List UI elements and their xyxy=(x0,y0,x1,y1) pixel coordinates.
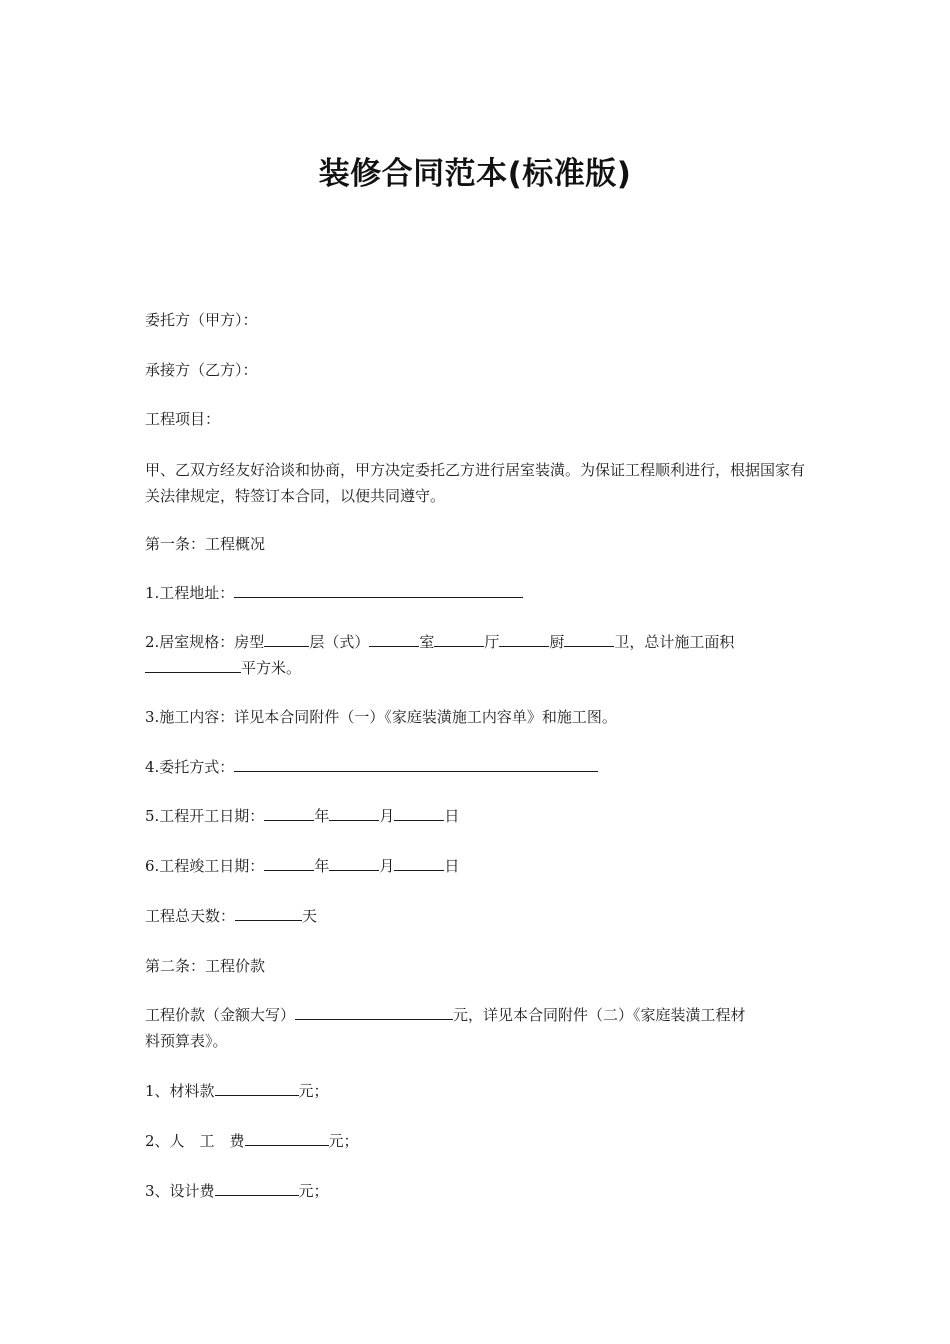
price-suffix-1: 元，详见本合同附件（二）《家庭装潢工程材 xyxy=(453,1006,746,1024)
end-day-blank[interactable] xyxy=(394,856,444,871)
start-date-label: 5.工程开工日期： xyxy=(145,807,265,825)
start-month-blank[interactable] xyxy=(329,806,379,821)
kitchen-count-blank[interactable] xyxy=(564,632,614,647)
price-blank[interactable] xyxy=(295,1005,453,1020)
month-label: 月 xyxy=(379,807,395,825)
start-date-line xyxy=(145,804,807,829)
address-label: 1.工程地址： xyxy=(145,584,235,602)
days-unit: 天 xyxy=(302,907,318,925)
method-label: 4.委托方式： xyxy=(145,758,235,776)
design-fee-line xyxy=(145,1179,807,1204)
address-line xyxy=(145,581,807,606)
article-2-heading: 第二条：工程价款 xyxy=(145,957,266,975)
end-date-label: 6.工程竣工日期： xyxy=(145,857,265,875)
yuan-unit: 元； xyxy=(328,1132,359,1150)
room-spec-line xyxy=(145,630,807,655)
type-blank[interactable] xyxy=(369,632,419,647)
start-year-blank[interactable] xyxy=(264,806,314,821)
end-year-blank[interactable] xyxy=(264,856,314,871)
material-cost-line xyxy=(145,1079,807,1104)
project-line: 工程项目： xyxy=(145,410,221,428)
hall-label: 厅 xyxy=(484,633,500,651)
area-line xyxy=(145,656,807,681)
day-label: 日 xyxy=(444,807,460,825)
area-unit: 平方米。 xyxy=(241,659,302,677)
end-month-blank[interactable] xyxy=(329,856,379,871)
year-label: 年 xyxy=(314,857,330,875)
price-line xyxy=(145,1003,807,1028)
day-label: 日 xyxy=(444,857,460,875)
content-line: 3.施工内容：详见本合同附件（一）《家庭装潢施工内容单》和施工图。 xyxy=(145,708,617,726)
total-days-label: 工程总天数： xyxy=(145,907,236,925)
end-date-line xyxy=(145,854,807,879)
material-cost-label: 1、材料款 xyxy=(145,1082,215,1100)
price-line-continued: 料预算表》。 xyxy=(145,1032,228,1050)
room-label: 室 xyxy=(419,633,435,651)
labor-cost-line xyxy=(145,1129,807,1154)
area-blank[interactable] xyxy=(145,658,241,673)
kitchen-label: 厨 xyxy=(549,633,565,651)
intro-paragraph: 甲、乙双方经友好洽谈和协商，甲方决定委托乙方进行居室装潢。为保证工程顺利进行，根据国家有关法律规定，特签订本合同，以便共同遵守。 xyxy=(145,461,806,505)
yuan-unit: 元； xyxy=(298,1082,329,1100)
material-cost-blank[interactable] xyxy=(215,1081,299,1096)
method-line xyxy=(145,755,807,780)
bath-area-label: 卫，总计施工面积 xyxy=(614,633,735,651)
hall-count-blank[interactable] xyxy=(499,632,549,647)
labor-cost-label: 2、人 工 费 xyxy=(145,1132,245,1150)
design-fee-blank[interactable] xyxy=(215,1181,299,1196)
room-count-blank[interactable] xyxy=(434,632,484,647)
party-b-line: 承接方（乙方）： xyxy=(145,361,258,379)
layout-blank[interactable] xyxy=(264,632,309,647)
room-spec-label: 2.居室规格：房型 xyxy=(145,633,265,651)
method-blank[interactable] xyxy=(234,757,598,772)
design-fee-label: 3、设计费 xyxy=(145,1182,215,1200)
total-days-line xyxy=(145,904,807,929)
price-label: 工程价款（金额大写） xyxy=(145,1006,296,1024)
article-1-heading: 第一条：工程概况 xyxy=(145,535,266,553)
start-day-blank[interactable] xyxy=(394,806,444,821)
address-blank[interactable] xyxy=(234,583,523,598)
yuan-unit: 元； xyxy=(298,1182,329,1200)
labor-cost-blank[interactable] xyxy=(245,1131,329,1146)
year-label: 年 xyxy=(314,807,330,825)
document-title: 装修合同范本(标准版) xyxy=(318,156,632,192)
month-label: 月 xyxy=(379,857,395,875)
party-a-line: 委托方（甲方）： xyxy=(145,311,258,329)
total-days-blank[interactable] xyxy=(235,906,302,921)
floor-label: 层（式） xyxy=(309,633,370,651)
